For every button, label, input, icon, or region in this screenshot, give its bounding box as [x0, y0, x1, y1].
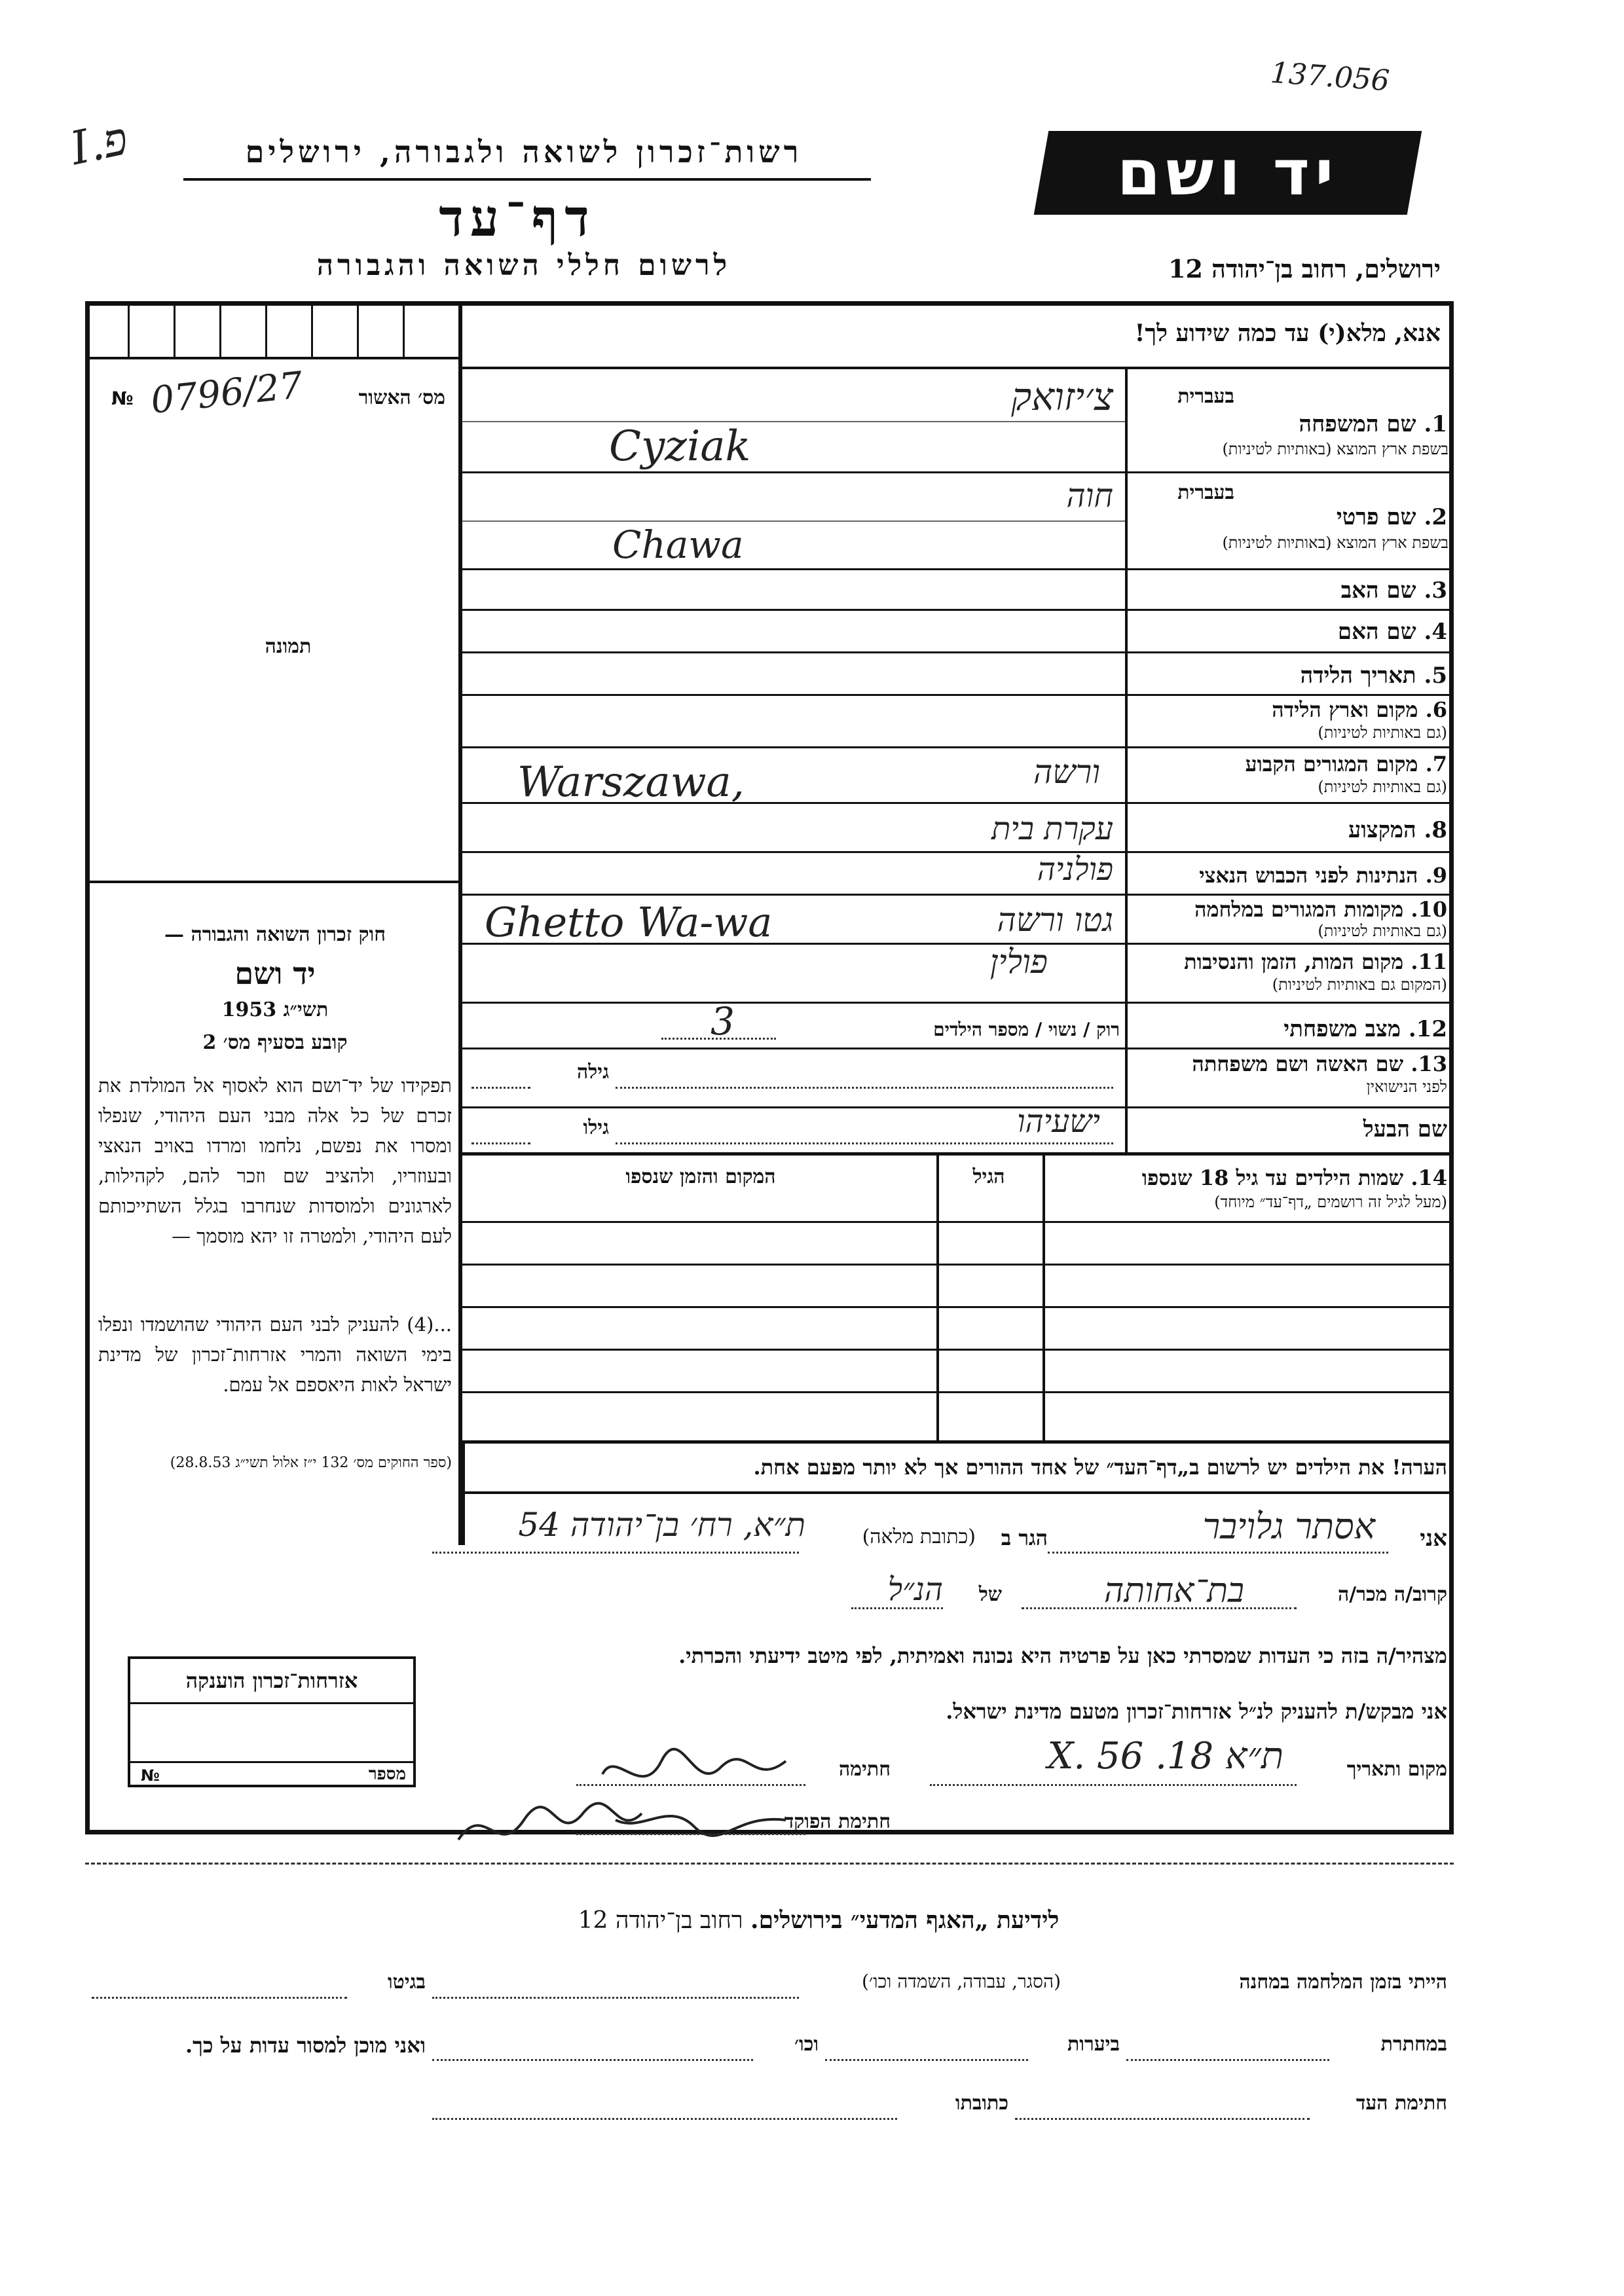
field-7-hebrew-value[interactable]: ורשה — [1033, 753, 1100, 791]
field-10-num: 10. — [1411, 897, 1447, 922]
declarant-i-label: אני — [1420, 1525, 1447, 1552]
field-8-label — [1133, 817, 1447, 843]
field-11-sub: (המקום גם באותיות לטיניות) — [1272, 975, 1447, 994]
declarant-name[interactable]: אסתר גלויבר — [1202, 1506, 1375, 1547]
field-10-sub: (גם באותיות לטיניות) — [1318, 922, 1447, 940]
official-signature-label: חתימת הפוקד — [784, 1810, 891, 1833]
field-11-value[interactable]: פולין — [989, 943, 1048, 981]
field-6-num: 6. — [1425, 697, 1447, 722]
field-6-label — [1133, 697, 1447, 722]
of-value[interactable]: הנ״ל — [887, 1571, 943, 1608]
field-4-label — [1133, 619, 1447, 645]
children-sub: (מעל לגיל זה רושמים „דף־עד״ מיוחד) — [1214, 1193, 1447, 1211]
logo-text: יד ושם — [1116, 136, 1339, 210]
field-13-label — [1133, 1051, 1447, 1076]
signature-scribble — [445, 1735, 812, 1866]
field-5-label-text: תאריך הלידה — [1300, 663, 1416, 689]
declaration-text: מצהיר/ה בזה כי העדות שמסרתי כאן על פרטיה היא נכונה ואמיתית, לפי מיטב ידיעתי והכרתי. — [678, 1643, 1447, 1668]
field-10-label-text: מקומות המגורים במלחמה — [1194, 897, 1404, 922]
approval-no-mark: № — [111, 388, 134, 409]
field-11-label-text: מקום המות, הזמן והנסיבות — [1184, 949, 1404, 974]
field-6-label-text: מקום וארץ הלידה — [1272, 697, 1418, 722]
field-1-label-text: שם המשפחה — [1299, 411, 1416, 437]
bottom-line3-b: כתובתו — [955, 2092, 1008, 2115]
bottom-line2-c: וכו׳ — [794, 2033, 819, 2056]
wife-age-label: גילה — [576, 1061, 609, 1084]
bottom-address: רחוב בן־יהודה 12 — [578, 1907, 743, 1934]
law-citation: (ספר החוקים מס׳ 132 י״ז אלול תשי״ג 28.8.53) — [170, 1455, 452, 1471]
field-1-hebrew-value[interactable]: צ׳יזואק — [1011, 374, 1113, 419]
instruction: אנא, מלא(י) עד כמה שידוע לך! — [1134, 319, 1441, 347]
bottom-heading-text: לידיעת „האגף המדעי״ בירושלים. — [750, 1906, 1060, 1934]
field-2-hebrew-label: בעברית — [1177, 481, 1234, 504]
field-9-label — [1133, 863, 1447, 888]
relative-label: קרוב/ה מכר/ה — [1338, 1583, 1447, 1606]
law-clause: ...(4) להעניק לבני העם היהודי שהושמדו ונפלו בימי השואה והמרי אזרחות־זכרון של מדינת ישראל לאות היאספם אל עמם. — [98, 1313, 452, 1396]
children-note: הערה! את הילדים יש לרשום ב„דף־העד״ של אחד ההורים אך לא יותר מפעם אחת. — [753, 1455, 1447, 1480]
children-place-header: המקום והזמן שנספו — [625, 1165, 776, 1188]
field-7-label-text: מקום המגורים הקבוע — [1245, 752, 1418, 776]
approval-label: מס׳ האשור — [358, 386, 445, 409]
field-6-sub: (גם באותיות לטיניות) — [1318, 723, 1447, 742]
bottom-line3-a: חתימת העד — [1356, 2092, 1447, 2115]
law-text: תפקידו של יד־ושם הוא לאסוף אל המולדת את זכרם של כל אלה מבני העם היהודי, שנפלו ומסרו את נפשם, נלחמו ומרדו באויב הנאצי ובעוזריו, ולהציב שם וזכר להם, לקהילות, לארגונים ולמוסדות שנחרבו בגלל השתייכותם לעם היהודי, ולמטרה זו יהא מוסמך — — [98, 1074, 452, 1247]
field-8-label-text: המקצוע — [1348, 817, 1416, 843]
field-4-num: 4. — [1424, 619, 1447, 645]
field-2-latin-value[interactable]: Chawa — [612, 522, 744, 567]
field-1-latin-value[interactable]: Cyziak — [609, 422, 751, 471]
approval-number: 0796/27 — [149, 364, 305, 422]
field-2-hebrew-value[interactable]: חוה — [1066, 477, 1113, 515]
field-1-hebrew-label: בעברית — [1177, 385, 1234, 408]
of-label: של — [978, 1583, 1002, 1606]
field-12-children-count[interactable]: 3 — [710, 999, 735, 1044]
children-num: 14. — [1411, 1165, 1447, 1190]
children-age-header: הגיל — [972, 1165, 1005, 1188]
field-2-foreign-label: בשפת ארץ המוצא (באותיות לטיניות) — [1222, 534, 1449, 552]
children-label-text: שמות הילדים עד גיל 18 שנספו — [1141, 1165, 1404, 1190]
bottom-line1-a: הייתי בזמן המלחמה במחנה — [1239, 1971, 1447, 1994]
husband-label: שם הבעל — [1363, 1116, 1447, 1142]
bottom-heading — [458, 1906, 1179, 1934]
photo-label: תמונה — [265, 635, 312, 658]
resides-label: הגר ב — [1001, 1525, 1048, 1550]
law-name: יד ושם — [234, 956, 316, 991]
field-7-label — [1133, 752, 1447, 776]
bottom-line1-c: בגיטו — [387, 1971, 426, 1994]
field-2-num: 2. — [1424, 504, 1447, 530]
bottom-line2-a: במחתרת — [1380, 2033, 1447, 2056]
field-3-label — [1133, 577, 1447, 604]
field-9-num: 9. — [1425, 863, 1447, 888]
place-date-label: מקום ותאריך — [1346, 1758, 1447, 1781]
field-3-num: 3. — [1424, 577, 1447, 604]
place-date-value[interactable]: ת״א 18. X. 56 — [1047, 1735, 1283, 1777]
field-13-label-text: שם האשה ושם משפחתה — [1192, 1051, 1404, 1076]
field-8-value[interactable]: עקרת בית — [991, 811, 1113, 847]
bottom-line2-d: ואני מוכן למסור עדות על כך. — [185, 2033, 426, 2058]
form-subtitle: לרשום חללי השואה והגבורה — [316, 249, 731, 282]
field-7-sub: (גם באותיות לטיניות) — [1318, 778, 1447, 796]
field-2-label-text: שם פרטי — [1336, 504, 1416, 530]
field-10-label — [1133, 897, 1447, 922]
children-label — [1048, 1165, 1447, 1190]
law-section: קובע בסעיף מס׳ 2 — [202, 1031, 348, 1054]
field-9-label-text: הנתינות לפני הכבוש הנאצי — [1199, 863, 1418, 888]
bottom-line2-b: ביערות — [1067, 2033, 1120, 2056]
field-3-label-text: שם האב — [1340, 577, 1416, 604]
address-hint: (כתובת מלאה) — [862, 1525, 976, 1548]
citizenship-no-mark: № — [141, 1766, 160, 1785]
field-10-hebrew-value[interactable]: גטו ורשה — [997, 901, 1113, 939]
field-11-num: 11. — [1411, 949, 1447, 974]
signature-label: חתימה — [839, 1758, 891, 1781]
field-13-sub: לפני הנישואין — [1366, 1078, 1447, 1096]
field-1-num: 1. — [1424, 411, 1447, 437]
field-1-foreign-label: בשפת ארץ המוצא (באותיות לטיניות) — [1222, 440, 1449, 458]
field-12-label-text: מצב משפחתי — [1283, 1016, 1401, 1042]
form-title: דף־עד — [439, 189, 596, 248]
field-5-num: 5. — [1424, 663, 1447, 689]
field-8-num: 8. — [1424, 817, 1447, 843]
declarant-relation[interactable]: בת־אחותה — [1103, 1571, 1244, 1611]
law-year: תשי״ג 1953 — [221, 998, 329, 1021]
yad-vashem-logo — [1034, 131, 1422, 215]
authority-name: רשות־זכרון לשואה ולגבורה, ירושלים — [245, 134, 803, 170]
declarant-address[interactable]: ת״א, רח׳ בן־יהודה 54 — [518, 1506, 805, 1544]
citizenship-box-title: אזרחות־זכרון הוענקה — [185, 1668, 358, 1693]
address: ירושלים, רחוב בן־יהודה 12 — [1168, 254, 1441, 283]
husband-age-label: גילו — [583, 1116, 609, 1139]
field-7-num: 7. — [1425, 752, 1447, 776]
corner-mark: I.פ — [65, 111, 133, 176]
field-9-value[interactable]: פולניה — [1037, 851, 1113, 888]
husband-name-value[interactable]: ישעיהו — [1017, 1103, 1100, 1140]
field-13-num: 13. — [1411, 1051, 1447, 1076]
law-title: חוק זכרון השואה והגבורה — — [164, 923, 386, 946]
field-10-latin-value[interactable]: Ghetto Wa-wa — [485, 898, 773, 946]
bottom-line1-b: (הסגר, עבודה, השמדה וכו׳) — [861, 1971, 1061, 1992]
request-text: אני מבקש/ת להעניק לנ״ל אזרחות־זכרון מטעם מדינת ישראל. — [946, 1699, 1447, 1724]
citizenship-number-label: מספר — [368, 1764, 406, 1784]
field-2-label — [1244, 504, 1447, 530]
field-1-label — [1244, 411, 1447, 437]
field-12-options: רוק / נשוי / מספר הילדים — [933, 1019, 1120, 1040]
field-12-num: 12. — [1408, 1016, 1447, 1042]
field-4-label-text: שם האם — [1337, 619, 1416, 645]
field-5-label — [1133, 663, 1447, 689]
reference-number: 137.056 — [1269, 56, 1391, 98]
field-11-label — [1133, 949, 1447, 974]
field-7-latin-value[interactable]: Warszawa, — [517, 758, 745, 807]
field-12-label — [1133, 1016, 1447, 1042]
